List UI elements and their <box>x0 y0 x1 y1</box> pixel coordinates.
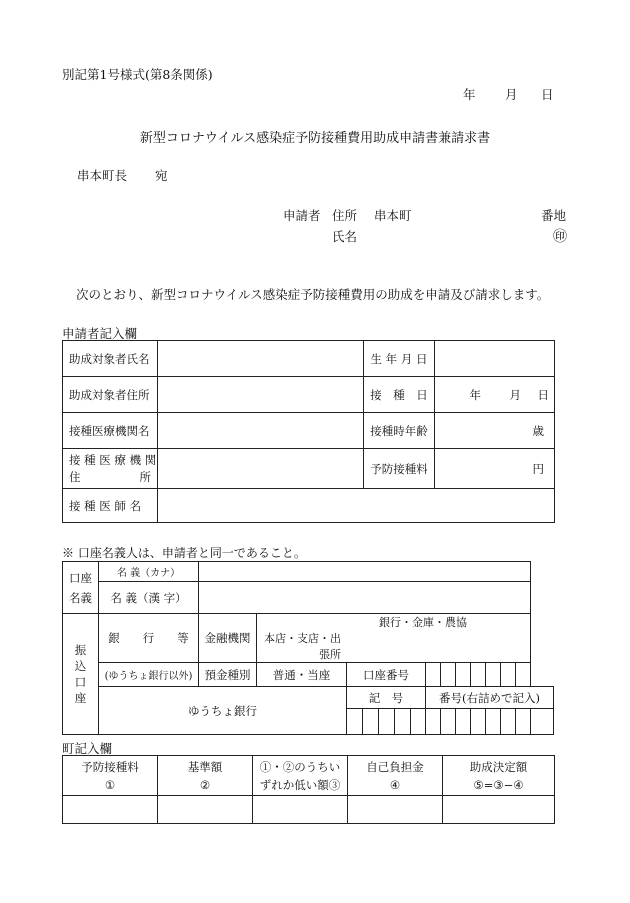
account-digit-1[interactable] <box>426 663 441 687</box>
deposit-type-field[interactable]: 普通・当座 <box>257 663 347 687</box>
town-col-decision-line2: ⑤=③−④ <box>473 777 524 792</box>
town-lower-field[interactable] <box>253 796 348 824</box>
kigou-digit-3[interactable] <box>379 709 395 735</box>
subject-address-label: 助成対象者住所 <box>63 377 158 413</box>
vaccination-date-field[interactable] <box>435 377 555 413</box>
institution-label: 金融機関 <box>199 614 257 663</box>
vaccination-fee-label: 予防接種料 <box>364 449 435 489</box>
vaccination-date-label: 接 種 日 <box>364 377 435 413</box>
institution-address-char1: 住 <box>69 469 81 484</box>
account-number-label: 口座番号 <box>347 663 426 687</box>
kigou-digit-1[interactable] <box>347 709 363 735</box>
town-col-copay <box>348 756 443 796</box>
bank-types: 銀行・金庫・農協 <box>379 616 467 629</box>
applicant-label: 申請者 <box>283 208 321 223</box>
bangou-digit-6[interactable] <box>501 709 516 735</box>
bangou-digit-5[interactable] <box>486 709 501 735</box>
vaccination-year-unit: 年 <box>469 387 481 402</box>
doctor-name-label: 接 種 医 師 名 <box>63 489 158 523</box>
transfer-account-text: 振込口座 <box>74 643 87 705</box>
town-col-decision <box>443 756 555 796</box>
bangou-digit-2[interactable] <box>441 709 456 735</box>
deposit-type-label: 預金種別 <box>199 663 257 687</box>
intro-text: 次のとおり、新型コロナウイルス感染症予防接種費用の助成を申請及び請求します。 <box>76 287 550 302</box>
birth-date-label: 生 年 月 日 <box>364 341 435 377</box>
town-col-standard <box>158 756 253 796</box>
name-kanji-label: 名 義（漢 字） <box>99 582 199 614</box>
seal-mark: ㊞ <box>553 229 567 245</box>
institution-address-line1: 接 種 医 療 機 関 <box>69 452 157 467</box>
bank-note: (ゆうちょ銀行以外) <box>99 663 199 687</box>
kigou-digit-4[interactable] <box>395 709 411 735</box>
addressee: 串本町長 <box>77 168 128 183</box>
town-name: 串本町 <box>374 208 412 223</box>
town-col-fee <box>63 756 158 796</box>
account-digit-6[interactable] <box>501 663 516 687</box>
banchi-label: 番地 <box>541 208 567 223</box>
account-digit-2[interactable] <box>441 663 456 687</box>
document-title: 新型コロナウイルス感染症予防接種費用助成申請書兼請求書 <box>139 131 491 146</box>
institution-address-field[interactable] <box>158 449 364 489</box>
bangou-digit-7[interactable] <box>516 709 531 735</box>
bangou-digit-4[interactable] <box>471 709 486 735</box>
doctor-name-field[interactable] <box>158 489 555 523</box>
addressee-suffix: 宛 <box>155 168 168 183</box>
account-note: ※ 口座名義人は、申請者と同一であること。 <box>62 546 306 560</box>
institution-address-label <box>63 449 158 489</box>
town-col-standard-line2: ② <box>199 777 211 792</box>
town-table <box>62 755 555 824</box>
name-kana-field[interactable] <box>199 562 531 582</box>
age-unit: 歳 <box>532 423 544 438</box>
subject-address-field[interactable] <box>158 377 364 413</box>
town-standard-field[interactable] <box>158 796 253 824</box>
holder-label-line1: 口座 <box>69 570 92 585</box>
town-col-decision-line1: 助成決定額 <box>469 759 528 774</box>
town-col-standard-line1: 基準額 <box>187 759 223 774</box>
subject-name-label: 助成対象者氏名 <box>63 341 158 377</box>
account-digit-3[interactable] <box>456 663 471 687</box>
date-year-label: 年 <box>463 87 476 102</box>
bank-etc-label: 銀 行 等 <box>99 614 199 663</box>
town-col-fee-line1: 予防接種料 <box>81 759 139 774</box>
applicant-section-heading: 申請者記入欄 <box>62 326 138 341</box>
town-col-copay-line2: ④ <box>389 777 401 792</box>
account-digit-7[interactable] <box>516 663 531 687</box>
birth-date-field[interactable] <box>435 341 555 377</box>
town-section-heading: 町記入欄 <box>62 741 113 756</box>
town-copay-field[interactable] <box>348 796 443 824</box>
town-decision-field[interactable] <box>443 796 555 824</box>
institution-name-label: 接種医療機関名 <box>63 413 158 449</box>
vaccination-month-unit: 月 <box>509 387 521 402</box>
town-col-lower-line1: ①・②のうちい <box>259 759 341 774</box>
date-day-label: 日 <box>541 87 554 102</box>
holder-label <box>63 562 99 614</box>
age-field[interactable] <box>435 413 555 449</box>
holder-label-line2: 名義 <box>69 590 92 605</box>
address-label: 住所 <box>332 208 358 223</box>
fee-unit: 円 <box>532 461 544 476</box>
applicant-table <box>62 340 555 523</box>
branch-types: 本店・支店・出張所 <box>264 632 341 661</box>
bangou-digit-1[interactable] <box>426 709 441 735</box>
vaccination-fee-field[interactable] <box>435 449 555 489</box>
bangou-label: 番号(右詰めで記入) <box>426 687 554 709</box>
bangou-digit-3[interactable] <box>456 709 471 735</box>
vaccination-day-unit: 日 <box>537 387 549 402</box>
subject-name-field[interactable] <box>158 341 364 377</box>
form-reference: 別記第1号様式(第8条関係) <box>62 67 213 82</box>
town-fee-field[interactable] <box>63 796 158 824</box>
town-col-lower <box>253 756 348 796</box>
kigou-label: 記 号 <box>347 687 426 709</box>
account-table <box>62 561 554 735</box>
kigou-digit-5[interactable] <box>411 709 426 735</box>
yucho-label: ゆうちょ銀行 <box>99 687 347 735</box>
name-kana-label: 名 義（カナ） <box>99 562 199 582</box>
institution-field[interactable] <box>257 614 531 663</box>
name-label: 氏名 <box>332 229 358 244</box>
date-month-label: 月 <box>505 87 518 102</box>
bangou-digit-8[interactable] <box>531 709 554 735</box>
town-col-fee-line2: ① <box>104 777 116 792</box>
account-digit-5[interactable] <box>486 663 501 687</box>
institution-name-field[interactable] <box>158 413 364 449</box>
name-kanji-field[interactable] <box>199 582 531 614</box>
kigou-digit-2[interactable] <box>363 709 379 735</box>
town-col-lower-line2: ずれか低い額③ <box>259 777 341 792</box>
age-label: 接種時年齢 <box>364 413 435 449</box>
transfer-account-label <box>63 614 99 735</box>
town-col-copay-line1: 自己負担金 <box>366 759 424 774</box>
institution-address-char2: 所 <box>139 469 151 484</box>
account-digit-4[interactable] <box>471 663 486 687</box>
